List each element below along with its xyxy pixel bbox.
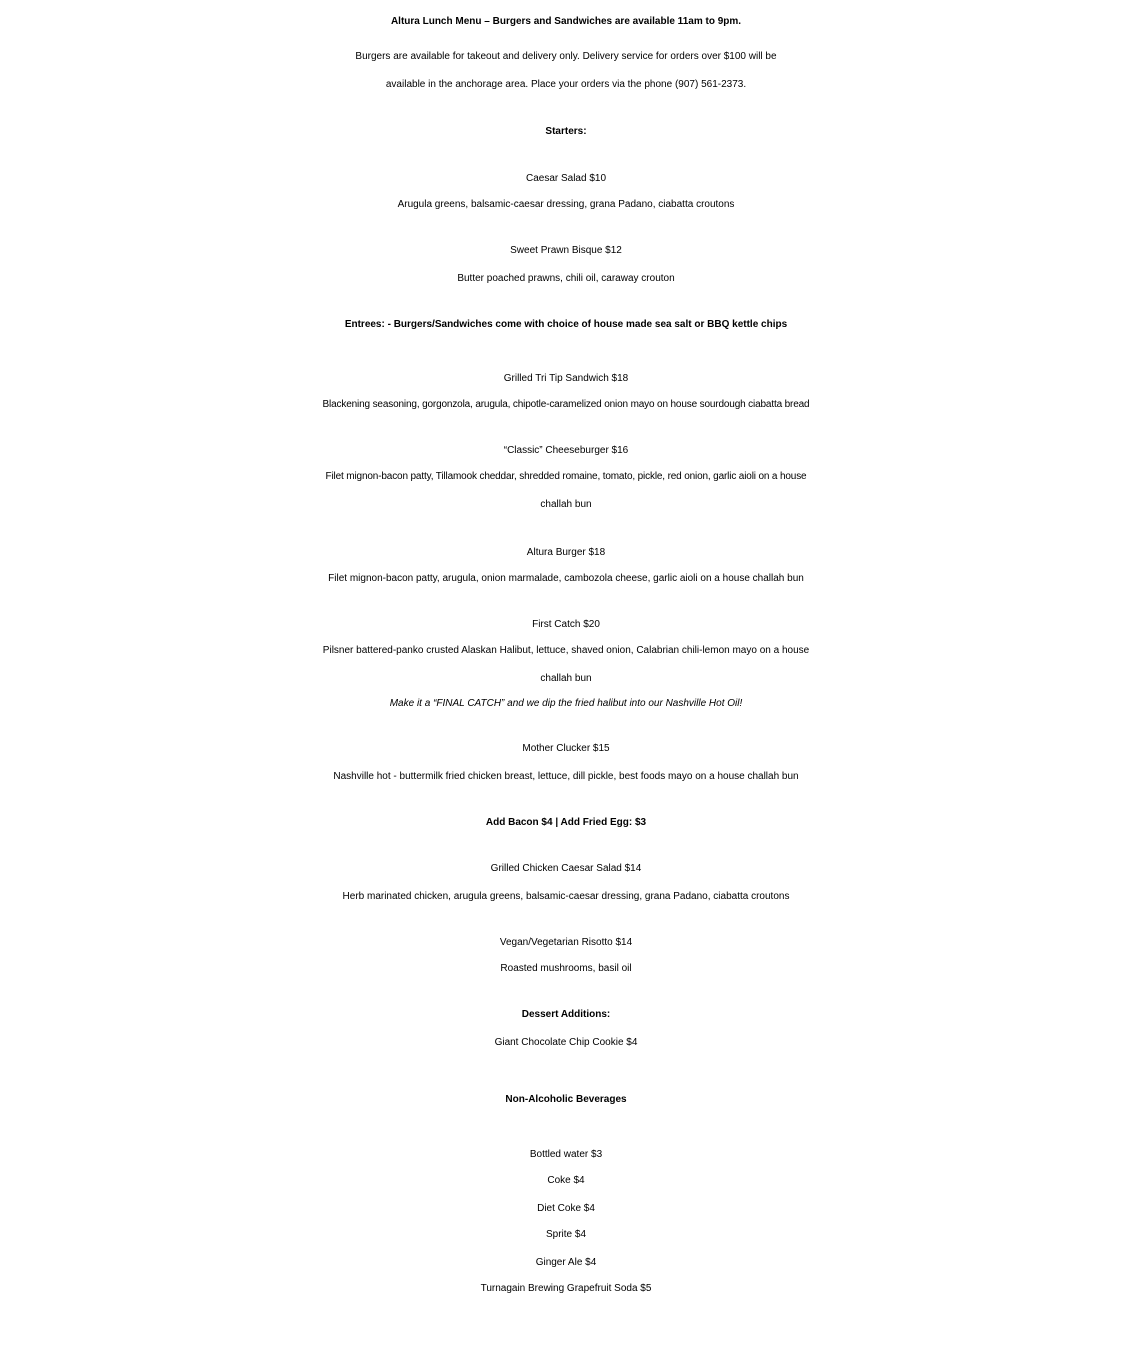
intro-line-1: Burgers are available for takeout and delivery only. Delivery service for orders over $100 will be (355, 51, 777, 62)
entree-item-desc: Nashville hot - buttermilk fried chicken breast, lettuce, dill pickle, best foods mayo on a house challah bun (333, 771, 799, 782)
beverage-item: Bottled water $3 (529, 1149, 603, 1160)
dessert-heading: Dessert Additions: (521, 1009, 611, 1020)
starters-heading: Starters: (545, 126, 587, 137)
beverage-item: Sprite $4 (545, 1229, 587, 1240)
final-catch-note: Make it a “FINAL CATCH” and we dip the fried halibut into our Nashville Hot Oil! (389, 698, 743, 709)
starter-item-name: Caesar Salad $10 (525, 173, 607, 184)
addons-line: Add Bacon $4 | Add Fried Egg: $3 (485, 817, 647, 828)
starter-item-name: Sweet Prawn Bisque $12 (510, 245, 622, 256)
beverage-item: Ginger Ale $4 (535, 1257, 597, 1268)
beverage-item: Diet Coke $4 (537, 1203, 595, 1214)
menu-title: Altura Lunch Menu – Burgers and Sandwiches are available 11am to 9pm. (390, 16, 742, 27)
entree-item-name: Grilled Tri Tip Sandwich $18 (503, 373, 629, 384)
entree-item-name: Mother Clucker $15 (522, 743, 610, 754)
intro-line-2: available in the anchorage area. Place your orders via the phone (907) 561-2373. (385, 79, 747, 90)
dessert-item: Giant Chocolate Chip Cookie $4 (494, 1037, 638, 1048)
entree-item-name: Altura Burger $18 (526, 547, 606, 558)
entree-item-desc-line-1: Filet mignon-bacon patty, Tillamook cheddar, shredded romaine, tomato, pickle, red onion, garlic aioli on a house (325, 471, 807, 482)
entree-item-desc: Blackening seasoning, gorgonzola, arugula, chipotle-caramelized onion mayo on house sourdough ciabatta bread (322, 399, 810, 410)
beverages-heading: Non-Alcoholic Beverages (505, 1094, 627, 1105)
entree-item-name: First Catch $20 (532, 619, 600, 630)
entree-item-desc: Filet mignon-bacon patty, arugula, onion marmalade, cambozola cheese, garlic aioli on a house challah bun (328, 573, 804, 584)
entrees-heading: Entrees: - Burgers/Sandwiches come with choice of house made sea salt or BBQ kettle chips (344, 319, 788, 330)
entree-item-name: Grilled Chicken Caesar Salad $14 (490, 863, 642, 874)
entree-item-desc-line-1: Pilsner battered-panko crusted Alaskan Halibut, lettuce, shaved onion, Calabrian chili-lemon mayo on a house (322, 645, 810, 656)
entree-item-name: Vegan/Vegetarian Risotto $14 (499, 937, 633, 948)
entree-item-desc-line-2: challah bun (540, 673, 592, 684)
entree-item-desc-line-2: challah bun (540, 499, 592, 510)
entree-item-name: “Classic” Cheeseburger $16 (503, 445, 629, 456)
beverage-item: Turnagain Brewing Grapefruit Soda $5 (480, 1283, 652, 1294)
entree-item-desc: Herb marinated chicken, arugula greens, balsamic-caesar dressing, grana Padano, ciabatta croutons (342, 891, 790, 902)
starter-item-desc: Butter poached prawns, chili oil, caraway crouton (457, 273, 675, 284)
starter-item-desc: Arugula greens, balsamic-caesar dressing, grana Padano, ciabatta croutons (397, 199, 735, 210)
beverage-item: Coke $4 (547, 1175, 585, 1186)
entree-item-desc: Roasted mushrooms, basil oil (500, 963, 632, 974)
